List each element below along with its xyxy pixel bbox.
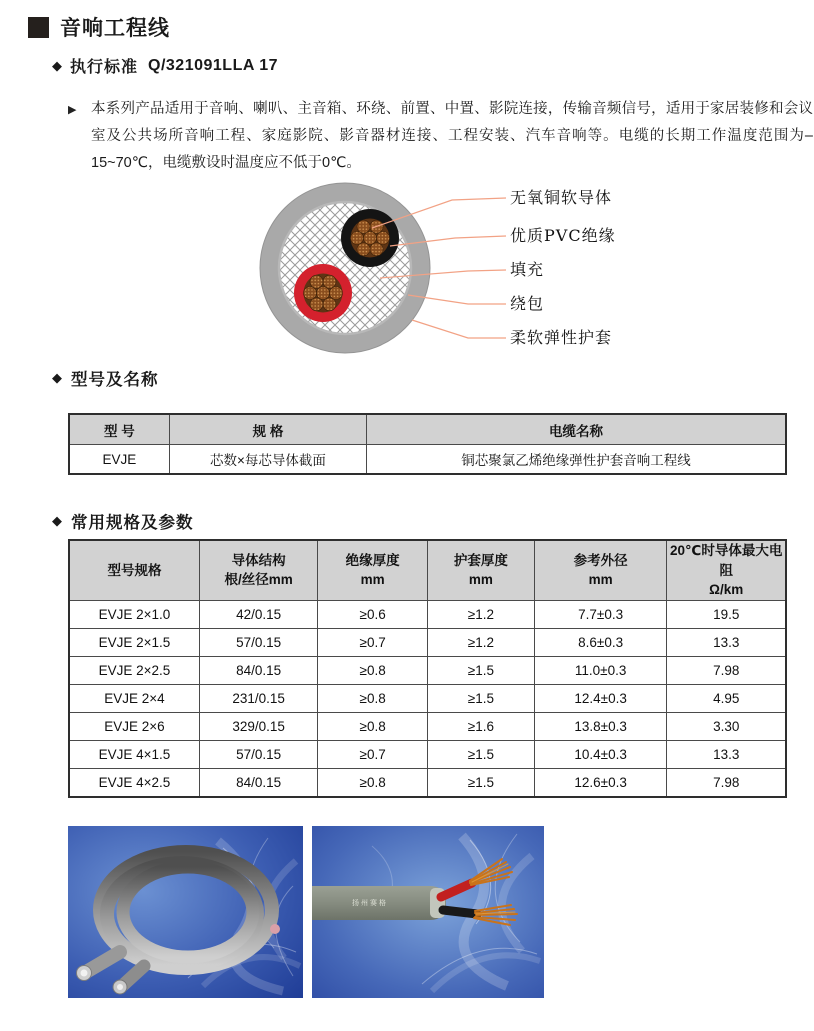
diagram-label-wrapping: 绕包 [510,294,545,313]
product-description [68,96,813,177]
section-square-icon [28,17,49,38]
spec-cell: ≥1.6 [427,712,534,740]
table-row [69,684,786,712]
standard-value: Q/321091LLA 17 [148,56,279,74]
product-photos-row [68,826,544,998]
model-col-header: 型 号 [69,414,169,445]
spec-cell: 4.95 [667,684,786,712]
spec-cell: ≥1.2 [427,628,534,656]
standard-label: 执行标准 [70,59,139,76]
model-cell: EVJE [69,445,169,475]
spec-col-header: 20℃时导体最大电阻 Ω/km [667,540,786,600]
table-row [69,656,786,684]
product-description-text: 本系列产品适用于音响、喇叭、主音箱、环绕、前置、中置、影院连接，传输音频信号，适用于家居装修和会议室及公共场所音响工程、家庭影院、影音器材连接、工程安装、汽车音响等。电缆的长期工作温度范围为–15~70℃，电缆敷设时温度应不低于0℃。 [91,101,813,171]
spec-cell: EVJE 4×2.5 [69,768,199,797]
coiled-cable-photo [68,826,303,998]
spec-cell: ≥0.7 [318,628,428,656]
diagram-label-insulation: 优质PVC绝缘 [510,226,616,245]
spec-cell: ≥0.7 [318,740,428,768]
page-title: 音响工程线 [60,17,170,40]
model-col-header: 电缆名称 [367,414,786,445]
model-heading-text: 型号及名称 [71,371,159,389]
spec-cell: ≥0.8 [318,712,428,740]
spec-cell: 7.98 [667,656,786,684]
spec-cell: 13.3 [667,740,786,768]
table-header-row [69,414,786,445]
spec-col-header: 导体结构 根/丝径mm [199,540,317,600]
diamond-icon: ◆ [52,57,62,73]
table-row [69,768,786,797]
spec-heading-text: 常用规格及参数 [71,514,194,532]
model-table [68,413,787,475]
standard-row [52,54,278,77]
table-header-row [69,540,786,600]
black-conductor [341,209,399,267]
spec-cell: 84/0.15 [199,768,317,797]
diamond-icon: ◆ [52,513,63,528]
spec-cell: 3.30 [667,712,786,740]
spec-cell: 13.3 [667,628,786,656]
spec-col-header: 参考外径 mm [534,540,667,600]
spec-cell: ≥0.8 [318,684,428,712]
diamond-icon: ◆ [52,370,63,385]
spec-cell: ≥1.5 [427,656,534,684]
spec-cell: 12.4±0.3 [534,684,667,712]
model-cell: 铜芯聚氯乙烯绝缘弹性护套音响工程线 [367,445,786,475]
spec-cell: ≥1.5 [427,768,534,797]
spec-cell: EVJE 2×1.0 [69,600,199,628]
spec-cell: ≥0.8 [318,656,428,684]
cable-cross-section-diagram [0,170,814,366]
spec-cell: 11.0±0.3 [534,656,667,684]
spec-cell: 19.5 [667,600,786,628]
model-col-header: 规 格 [169,414,366,445]
table-row [69,740,786,768]
spec-table [68,539,787,798]
spec-cell: 13.8±0.3 [534,712,667,740]
table-row [69,712,786,740]
spec-col-header: 护套厚度 mm [427,540,534,600]
spec-cell: 7.7±0.3 [534,600,667,628]
spec-cell: 42/0.15 [199,600,317,628]
spec-cell: 57/0.15 [199,628,317,656]
spec-cell: 12.6±0.3 [534,768,667,797]
spec-cell: EVJE 2×1.5 [69,628,199,656]
page-title-row [28,12,170,42]
spec-cell: ≥1.5 [427,684,534,712]
spec-cell: EVJE 4×1.5 [69,740,199,768]
spec-cell: 329/0.15 [199,712,317,740]
spec-cell: EVJE 2×6 [69,712,199,740]
spec-cell: EVJE 2×2.5 [69,656,199,684]
spec-cell: ≥1.2 [427,600,534,628]
cable-brand-text: 扬州赛格 [352,900,388,907]
spec-cell: 57/0.15 [199,740,317,768]
spec-col-header: 型号规格 [69,540,199,600]
spec-cell: 7.98 [667,768,786,797]
arrow-icon: ▶ [68,104,77,116]
stripped-cable-art [312,826,544,998]
spec-cell: 231/0.15 [199,684,317,712]
diagram-label-conductor: 无氧铜软导体 [510,188,613,207]
spec-cell: ≥0.6 [318,600,428,628]
model-cell: 芯数×每芯导体截面 [169,445,366,475]
spec-section-heading [52,509,194,533]
diagram-label-sheath: 柔软弹性护套 [510,328,613,347]
spec-cell: EVJE 2×4 [69,684,199,712]
coiled-cable-art [68,826,303,998]
diagram-label-filling: 填充 [510,260,545,279]
table-row [69,628,786,656]
spec-col-header: 绝缘厚度 mm [318,540,428,600]
spec-cell: 10.4±0.3 [534,740,667,768]
table-row [69,445,786,475]
table-row [69,600,786,628]
spec-cell: ≥1.5 [427,740,534,768]
spec-cell: ≥0.8 [318,768,428,797]
model-section-heading [52,366,159,390]
cross-section-art [0,170,814,366]
spec-cell: 8.6±0.3 [534,628,667,656]
red-conductor [294,264,352,322]
spec-cell: 84/0.15 [199,656,317,684]
stripped-cable-photo [312,826,544,998]
